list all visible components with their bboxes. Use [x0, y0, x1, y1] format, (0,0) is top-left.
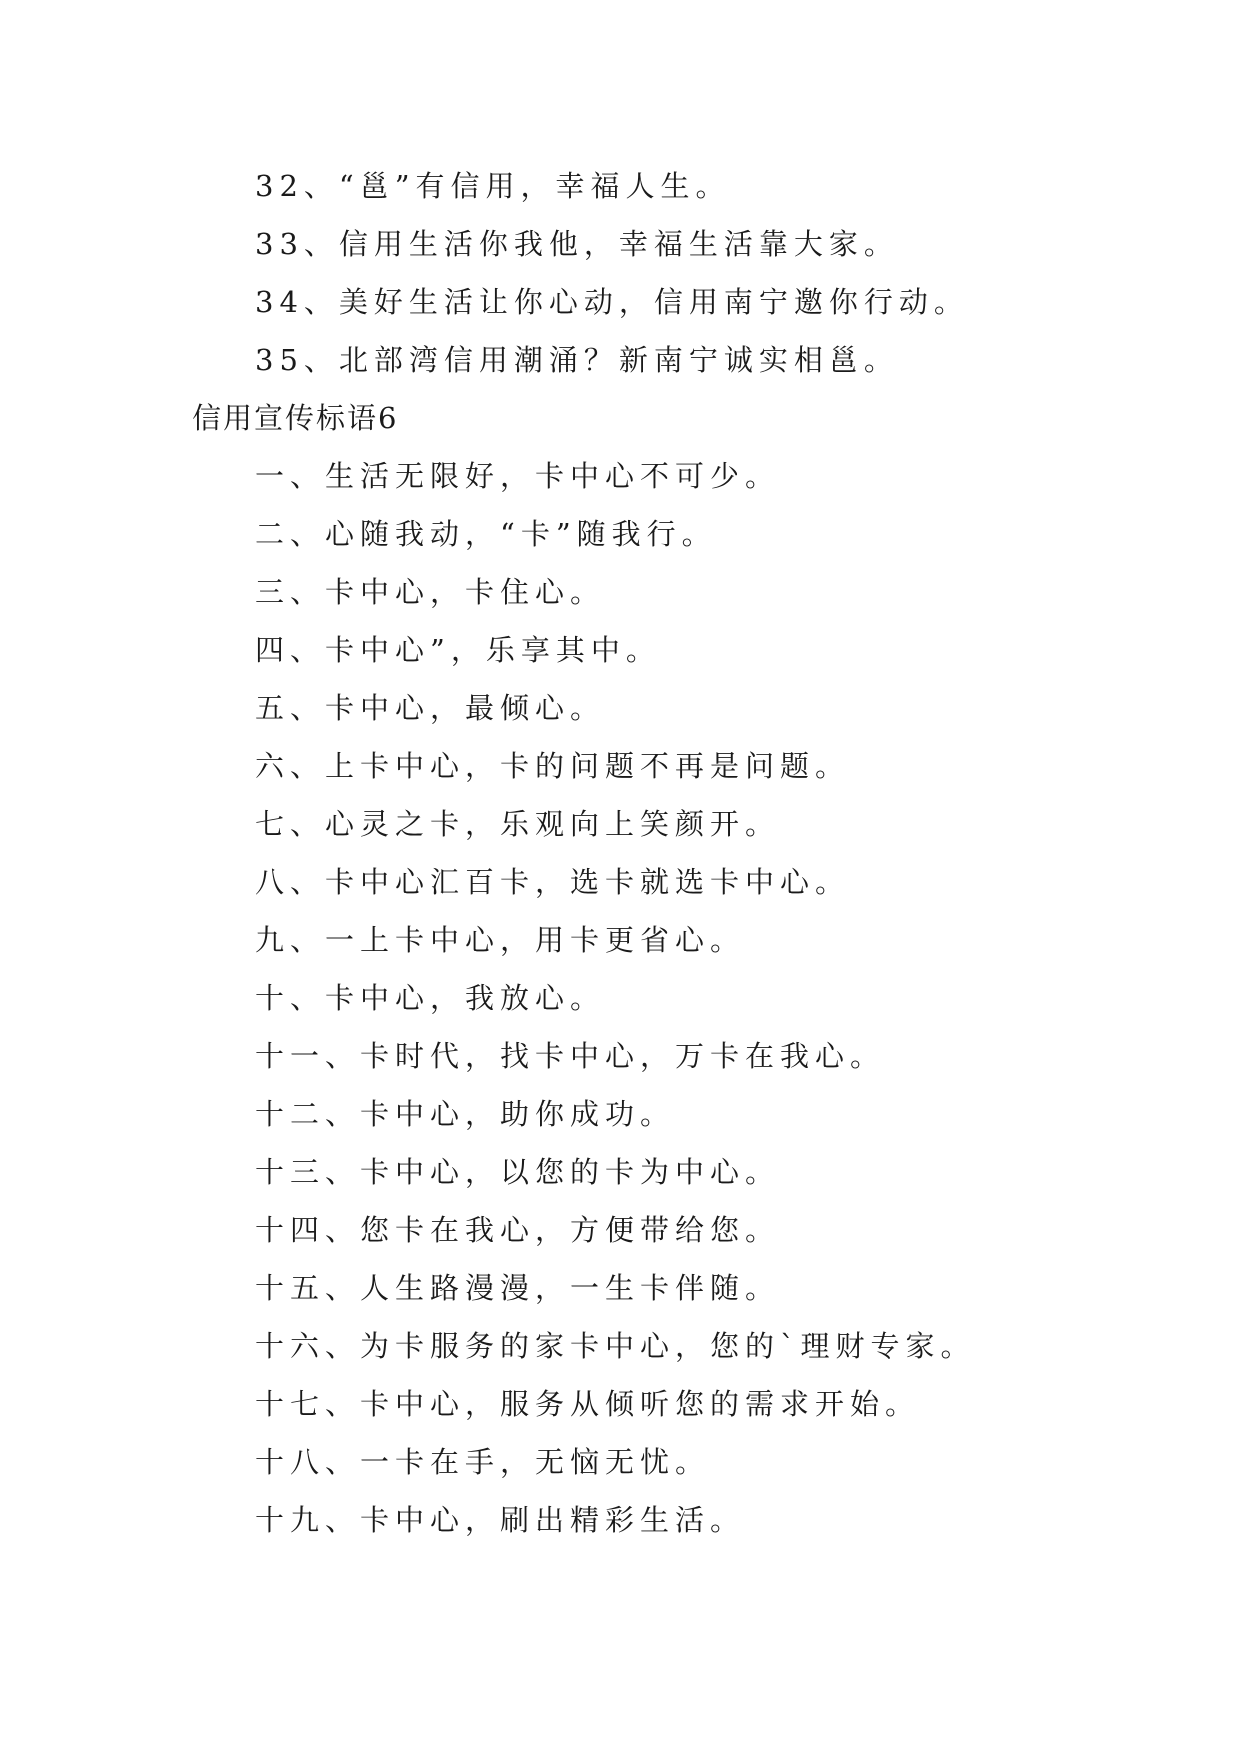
slogan-line-15: 十五、人生路漫漫，一生卡伴随。: [255, 1271, 781, 1305]
slogan-line-17: 十七、卡中心，服务从倾听您的需求开始。: [255, 1387, 921, 1421]
slogan-line-2: 二、心随我动，“卡”随我行。: [255, 517, 717, 551]
slogan-line-4: 四、卡中心”，乐享其中。: [255, 633, 661, 667]
slogan-line-3: 三、卡中心，卡住心。: [255, 575, 606, 609]
slogan-line-9: 九、一上卡中心，用卡更省心。: [255, 923, 746, 957]
slogan-line-16: 十六、为卡服务的家卡中心，您的`理财专家。: [255, 1329, 976, 1363]
section-heading: 信用宣传标语6: [192, 401, 399, 435]
slogan-line-19: 十九、卡中心，刷出精彩生活。: [255, 1503, 746, 1537]
slogan-line-8: 八、卡中心汇百卡，选卡就选卡中心。: [255, 865, 851, 899]
slogan-line-32: 32、“邕”有信用，幸福人生。: [255, 169, 731, 203]
slogan-line-10: 十、卡中心，我放心。: [255, 981, 606, 1015]
slogan-line-14: 十四、您卡在我心，方便带给您。: [255, 1213, 781, 1247]
slogan-line-35: 35、北部湾信用潮涌？新南宁诚实相邕。: [255, 343, 899, 377]
slogan-line-7: 七、心灵之卡，乐观向上笑颜开。: [255, 807, 781, 841]
slogan-line-33: 33、信用生活你我他，幸福生活靠大家。: [255, 227, 899, 261]
slogan-line-34: 34、美好生活让你心动，信用南宁邀你行动。: [255, 285, 969, 319]
slogan-line-11: 十一、卡时代，找卡中心，万卡在我心。: [255, 1039, 886, 1073]
slogan-line-12: 十二、卡中心，助你成功。: [255, 1097, 676, 1131]
slogan-line-13: 十三、卡中心，以您的卡为中心。: [255, 1155, 781, 1189]
slogan-line-18: 十八、一卡在手，无恼无忧。: [255, 1445, 711, 1479]
slogan-line-5: 五、卡中心，最倾心。: [255, 691, 606, 725]
slogan-line-1: 一、生活无限好，卡中心不可少。: [255, 459, 781, 493]
slogan-line-6: 六、上卡中心，卡的问题不再是问题。: [255, 749, 851, 783]
